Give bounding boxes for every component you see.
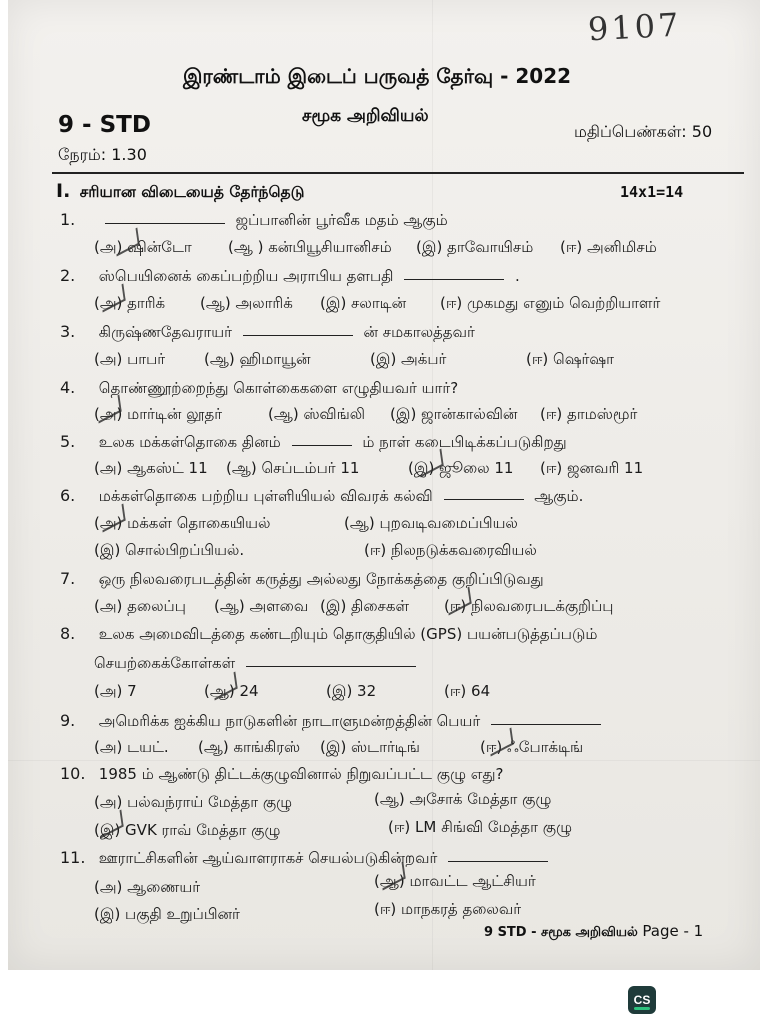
question	[60, 764, 503, 785]
total-marks: மதிப்பெண்கள்: 50	[574, 122, 713, 141]
option: (ஈ) ஃபோக்டிங்	[480, 738, 584, 756]
option: (இ) ஜான்கால்வின்	[390, 405, 518, 423]
answer-blank	[292, 444, 352, 446]
option: (அ) மக்கள் தொகையியல்	[94, 514, 271, 532]
question	[60, 322, 475, 343]
question	[60, 266, 520, 287]
exam-title: இரண்டாம் இடைப் பருவத் தேர்வு - 2022	[182, 64, 572, 88]
question-number: 1.	[60, 210, 76, 229]
paper-fold-line	[8, 760, 760, 761]
question-text: அமெரிக்க ஐக்கிய நாடுகளின் நாடாளுமன்றத்தின் பெயர்	[98, 712, 481, 730]
handwritten-number: 9107	[587, 5, 683, 49]
subject-label: சமூக அறிவியல்	[302, 106, 429, 126]
exam-duration: நேரம்: 1.30	[58, 145, 147, 164]
option: (இ) GVK ராவ் மேத்தா குழு	[94, 821, 281, 839]
option: (அ) டயட்.	[94, 738, 169, 756]
option: (ஆ) அலாரிக்	[200, 294, 293, 312]
option: (ஆ) அசோக் மேத்தா குழு	[374, 790, 552, 808]
option: (ஈ) முகமது எனும் வெற்றியாளர்	[440, 294, 661, 312]
question-text: செயற்கைக்கோள்கள்	[94, 654, 236, 672]
question-text: ஒரு நிலவரைபடத்தின் கருத்து அல்லது நோக்கத்தை குறிப்பிடுவது	[98, 570, 544, 588]
question-text: ஸ்பெயினைக் கைப்பற்றிய அராபிய தளபதி	[98, 267, 394, 285]
question	[60, 848, 554, 869]
option: (இ) ஜூலை 11	[408, 459, 514, 477]
option: (அ) 7	[94, 682, 137, 700]
answer-blank	[105, 222, 225, 224]
question-text: உலக அமைவிடத்தை கண்டறியும் தொகுதியில் (GPS) பயன்படுத்தப்படும்	[98, 625, 598, 643]
answer-blank	[243, 334, 353, 336]
question	[60, 432, 567, 453]
option: (ஆ) புறவடிவமைப்பியல்	[344, 514, 518, 532]
option: (ஆ) மாவட்ட ஆட்சியர்	[374, 872, 536, 890]
page-footer	[484, 922, 703, 941]
question	[60, 569, 544, 590]
option: (ஈ) மாநகரத் தலைவர்	[374, 900, 522, 918]
option: (இ) சலாடின்	[320, 294, 407, 312]
question-number: 6.	[60, 486, 76, 505]
option: (அ) பாபர்	[94, 350, 166, 368]
answer-blank	[491, 723, 601, 725]
question-number: 11.	[60, 848, 86, 867]
question-text: தொண்ணூற்றைந்து கொள்கைகளை எழுதியவர் யார்?	[98, 379, 459, 397]
question-number: 4.	[60, 378, 76, 397]
option: (அ) பல்வந்ராய் மேத்தா குழு	[94, 793, 293, 811]
option: (ஆ ) கன்பியூசியானிசம்	[228, 238, 392, 256]
question-text-end: ஆகும்.	[534, 487, 584, 505]
question-number: 10.	[60, 764, 86, 783]
question-number: 2.	[60, 266, 76, 285]
question	[60, 486, 583, 507]
question-text-end: ன் சமகாலத்தவர்	[363, 323, 475, 341]
question-continuation	[94, 654, 422, 674]
question-number: 5.	[60, 432, 76, 451]
question-text: மக்கள்தொகை பற்றிய புள்ளியியல் விவரக் கல்வி	[98, 487, 433, 505]
section-number: I.	[56, 180, 71, 202]
option: (அ) ஆணையர்	[94, 878, 201, 896]
option: (ஆ) அளவை	[214, 597, 309, 615]
question	[60, 624, 597, 645]
question-text: 1985 ம் ஆண்டு திட்டக்குழுவினால் நிறுவப்பட்ட குழு எது?	[98, 765, 504, 783]
option: (ஈ) LM சிங்வி மேத்தா குழு	[388, 818, 572, 836]
question-text: ஊராட்சிகளின் ஆய்வாளராகச் செயல்படுகின்றவர்	[98, 849, 438, 867]
answer-blank	[448, 860, 548, 862]
option: (ஈ) ஜனவரி 11	[540, 459, 644, 477]
option: (அ) தாரிக்	[94, 294, 166, 312]
option: (ஈ) 64	[444, 682, 491, 700]
question-number: 8.	[60, 624, 76, 643]
option: (இ) பகுதி உறுப்பினர்	[94, 905, 240, 923]
option: (அ) மார்டின் லூதர்	[94, 405, 223, 423]
page-number: Page - 1	[642, 922, 704, 940]
option: (ஈ) ஷெர்ஷா	[526, 350, 614, 368]
question-text-end: .	[514, 267, 520, 285]
option: (ஆ) ஹிமாயூன்	[204, 350, 311, 368]
question-number: 9.	[60, 711, 76, 730]
question	[60, 378, 458, 399]
option: (அ) தலைப்பு	[94, 597, 186, 615]
section-score: 14x1=14	[620, 183, 684, 201]
question	[60, 210, 448, 231]
question-text: கிருஷ்ணதேவராயர்	[98, 323, 232, 341]
footer-text: 9 STD - சமூக அறிவியல்	[484, 925, 638, 940]
question-number: 7.	[60, 569, 76, 588]
option: (இ) ஸ்டார்டிங்	[320, 738, 420, 756]
option: (இ) தாவோயிசம்	[416, 238, 534, 256]
section-title: சரியான விடையைத் தேர்ந்தெடு	[79, 183, 305, 201]
option: (ஈ) நிலவரைபடக்குறிப்பு	[444, 597, 614, 615]
option: (ஈ) அனிமிசம்	[560, 238, 657, 256]
option: (அ) ஷின்டோ	[94, 238, 192, 256]
option: (ஆ) காங்கிரஸ்	[198, 738, 301, 756]
option: (ஈ) நிலநடுக்கவரைவியல்	[364, 541, 537, 559]
option: (ஈ) தாமஸ்மூர்	[540, 405, 638, 423]
question-text: உலக மக்கள்தொகை தினம்	[98, 433, 281, 451]
standard-label: 9 - STD	[58, 112, 151, 138]
option: (இ) அக்பர்	[370, 350, 447, 368]
section-heading	[56, 180, 304, 203]
answer-blank	[444, 498, 524, 500]
option: (இ) சொல்பிறப்பியல்.	[94, 541, 245, 559]
option: (இ) 32	[326, 682, 377, 700]
option: (ஆ) செப்டம்பர் 11	[226, 459, 360, 477]
question-text-end: ம் நாள் கடைபிடிக்கப்படுகிறது	[362, 433, 567, 451]
answer-blank	[246, 665, 416, 667]
option: (அ) ஆகஸ்ட் 11	[94, 459, 208, 477]
question-number: 3.	[60, 322, 76, 341]
option: (இ) திசைகள்	[320, 597, 409, 615]
option: (ஆ) 24	[204, 682, 259, 700]
answer-blank	[404, 278, 504, 280]
option: (ஆ) ஸ்விங்லி	[268, 405, 366, 423]
header-divider	[52, 172, 744, 174]
camscanner-logo-icon: CS	[628, 986, 656, 1014]
question-text: ஜப்பானின் பூர்வீக மதம் ஆகும்	[235, 211, 448, 229]
question	[60, 711, 607, 732]
